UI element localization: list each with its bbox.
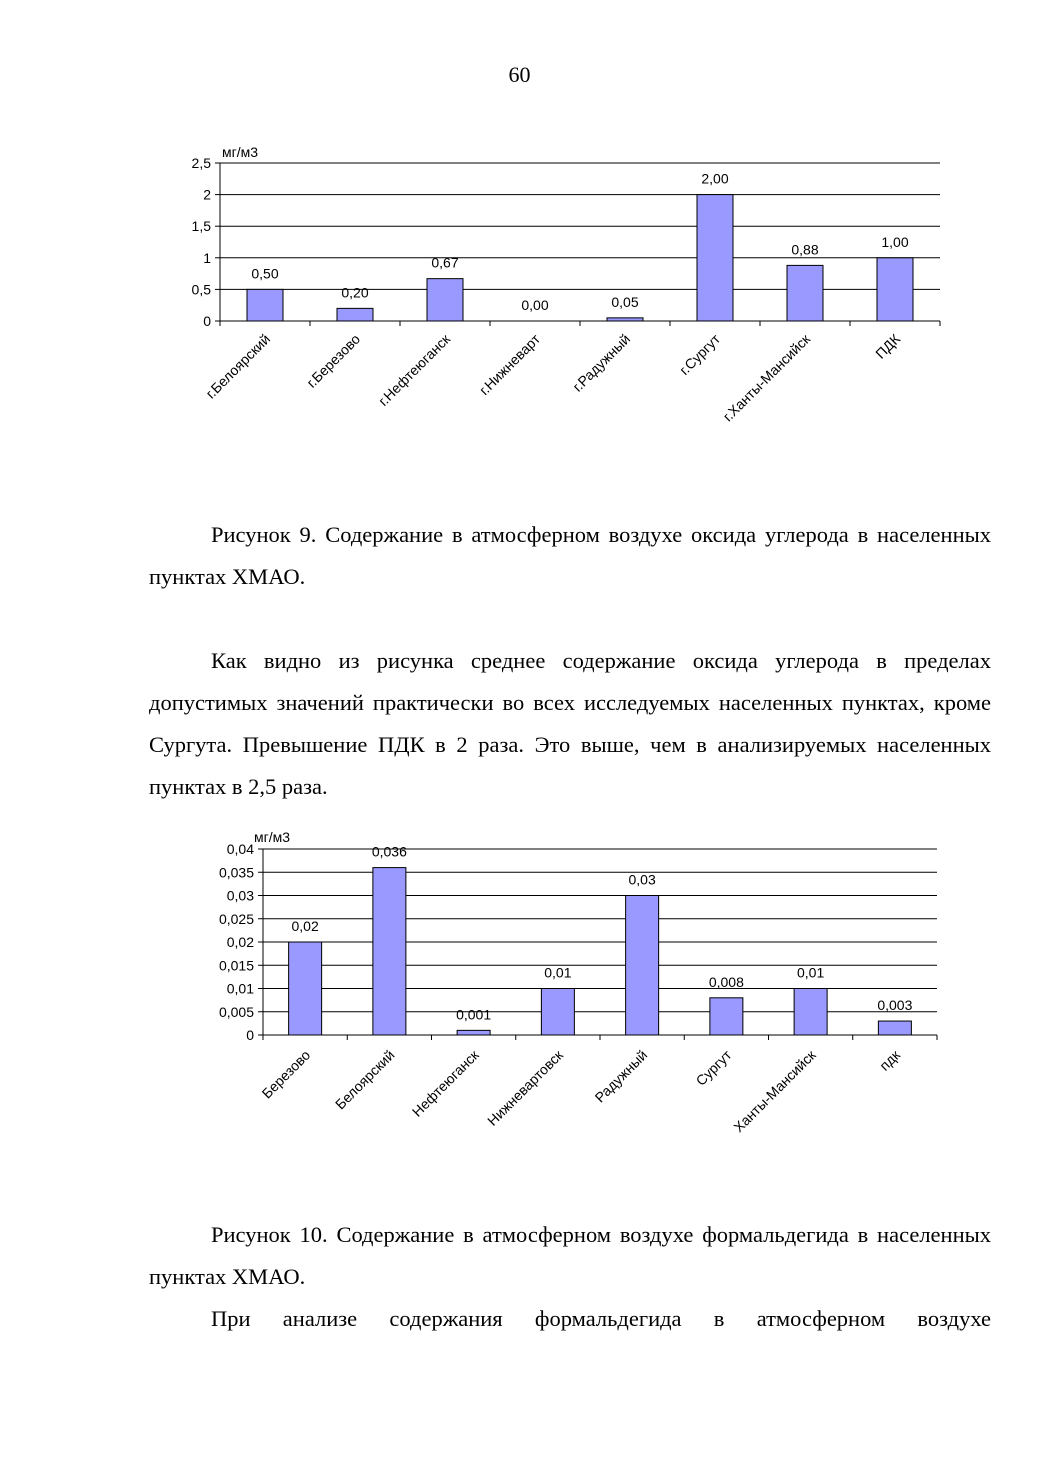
bar-8: [878, 1021, 911, 1035]
page-number: 60: [508, 62, 531, 87]
data-label: 0,03: [628, 871, 656, 888]
y-tick-label: 0: [203, 313, 211, 330]
bar-1: [289, 942, 322, 1035]
y-axis-label: мг/м3: [254, 829, 291, 845]
data-label: 0,50: [251, 265, 279, 282]
data-label: 2,00: [701, 170, 729, 187]
category-label: Белоярский: [331, 1046, 398, 1113]
y-tick-label: 2,5: [191, 155, 211, 172]
data-label: 0,02: [291, 918, 319, 934]
y-tick-label: 2: [203, 186, 211, 203]
data-label: 0,003: [877, 997, 913, 1014]
category-label: Сургут: [692, 1046, 735, 1089]
bar-7: [794, 989, 827, 1036]
y-tick-label: 1: [203, 249, 211, 266]
bar-2: [373, 868, 406, 1035]
data-label: 0,01: [544, 964, 572, 981]
bar-4: [541, 989, 574, 1036]
y-tick-label: 1,5: [191, 218, 211, 235]
category-label: г.Сургут: [676, 330, 724, 378]
category-label: пдк: [876, 1046, 903, 1074]
data-label: 0,88: [791, 241, 819, 258]
y-tick-label: 0,005: [218, 1003, 254, 1020]
y-tick-label: 0,04: [226, 841, 254, 858]
data-label: 1,00: [881, 233, 909, 250]
data-label: 0,00: [521, 297, 549, 313]
data-label: 0,036: [371, 843, 407, 860]
category-label: ПДК: [872, 330, 904, 362]
category-label: г.Радужный: [569, 330, 634, 395]
y-tick-label: 0,02: [226, 934, 254, 951]
category-label: Нефтеюганск: [408, 1046, 482, 1120]
y-tick-label: 0: [246, 1027, 254, 1044]
y-tick-label: 0,015: [218, 957, 254, 974]
category-label: г.Березово: [303, 330, 364, 391]
y-tick-label: 0,5: [191, 281, 211, 298]
y-tick-label: 0,01: [226, 980, 254, 997]
data-label: 0,20: [341, 284, 369, 301]
data-label: 0,67: [431, 254, 459, 271]
paragraph-formaldehyde: При анализе содержания формальдегида в атмосферном воздухе: [211, 1306, 991, 1331]
caption-figure-9: Рисунок 9. Содержание в атмосферном воздухе оксида углерода в населенных пунктах ХМАО.: [149, 522, 991, 589]
y-axis-label: мг/м3: [222, 144, 259, 160]
category-label: г.Нефтеюганск: [375, 330, 454, 409]
data-label: 0,05: [611, 293, 639, 310]
y-tick-label: 0,03: [226, 887, 254, 904]
data-label: 0,001: [456, 1006, 492, 1023]
y-tick-label: 0,035: [218, 864, 254, 881]
category-label: Радужный: [591, 1046, 651, 1106]
category-label: г.Нижневарт: [475, 330, 544, 399]
caption-figure-10: Рисунок 10. Содержание в атмосферном воздухе формальдегида в населенных пунктах ХМАО.: [149, 1222, 991, 1289]
data-label: 0,01: [797, 964, 825, 981]
category-label: г.Белоярский: [202, 330, 274, 402]
bar-5: [626, 896, 659, 1036]
paragraph-carbon-monoxide: Как видно из рисунка среднее содержание оксида углерода в пределах допустимых значений практически во всех исследуемых населенных пунктах, кроме Сургута. Превышение ПДК в 2 раза. Это выше, чем в анализируемых населенных пунктах в 2,5 раза.: [149, 648, 991, 799]
y-tick-label: 0,025: [218, 910, 254, 927]
category-label: Ханты-Мансийск: [730, 1046, 819, 1136]
bar-6: [710, 998, 743, 1035]
bar-3: [457, 1030, 490, 1035]
category-label: Нижневартовск: [484, 1046, 566, 1129]
category-label: Березово: [258, 1046, 314, 1102]
data-label: 0,008: [708, 973, 744, 990]
category-label: г.Ханты-Мансийск: [719, 330, 814, 425]
